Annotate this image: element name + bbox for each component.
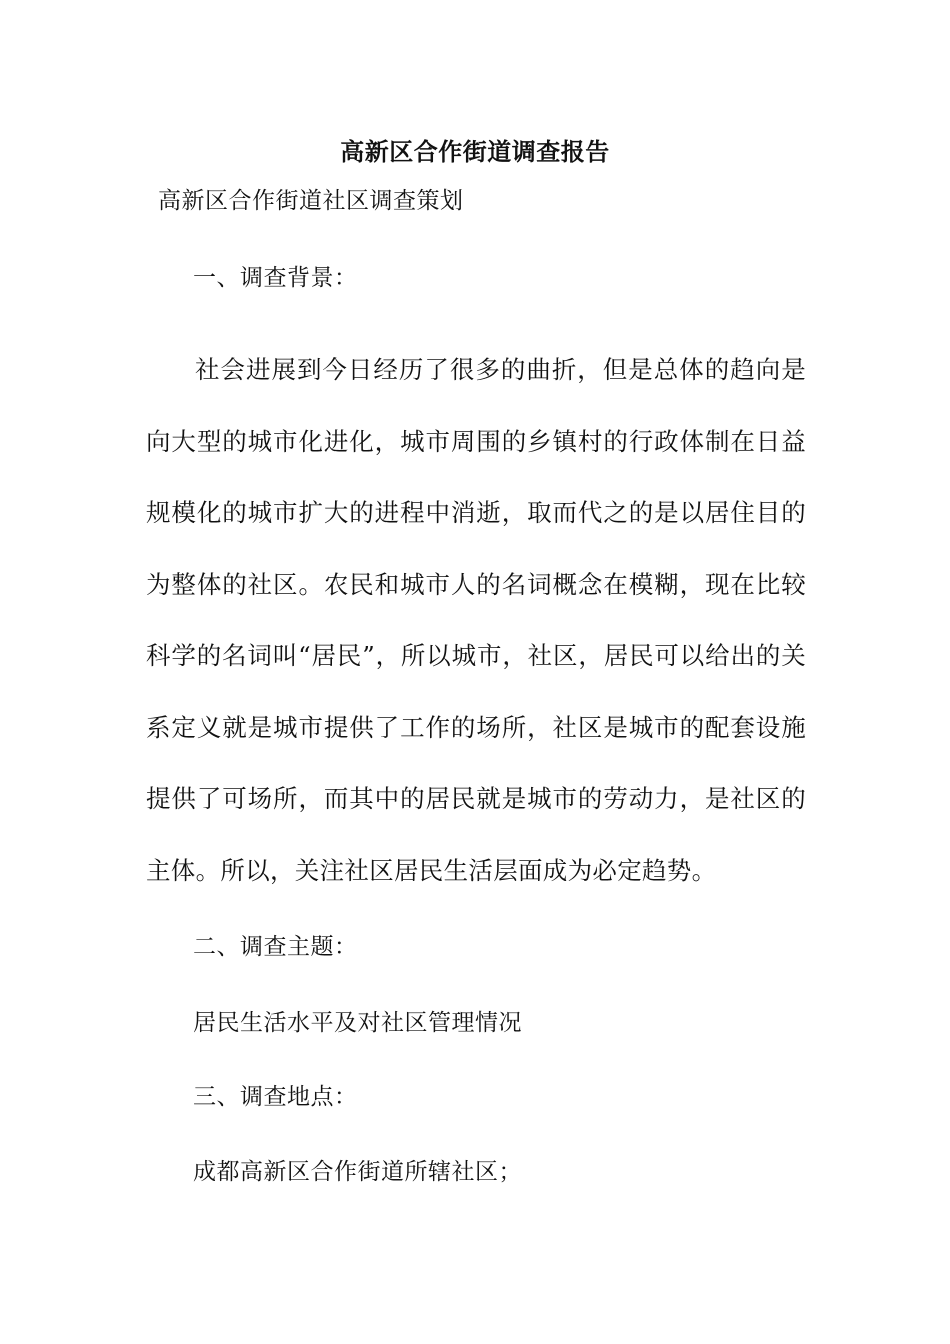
document-title: 高新区合作街道调查报告 xyxy=(340,137,610,166)
section-body-theme: 居民生活水平及对社区管理情况 xyxy=(193,1010,522,1036)
section-body-location: 成都高新区合作街道所辖社区； xyxy=(193,1159,522,1185)
section-heading-background: 一、调查背景： xyxy=(193,265,358,291)
section-body-background: 社会进展到今日经历了很多的曲折，但是总体的趋向是向大型的城市化进化，城市周围的乡镇村的行政体制在日益规模化的城市扩大的进程中消逝，取而代之的是以居住目的为整体的社区。农民和城市人的名词概念在模糊，现在比较科学的名词叫“居民”，所以城市，社区，居民可以给出的关系定义就是城市提供了工作的场所，社区是城市的配套设施提供了可场所，而其中的居民就是城市的劳动力，是社区的主体。所以，关注社区居民生活层面成为必定趋势。 xyxy=(146,355,806,885)
section-heading-theme: 二、调查主题： xyxy=(193,934,358,960)
document-subtitle: 高新区合作街道社区调查策划 xyxy=(158,188,464,214)
section-heading-location: 三、调查地点： xyxy=(193,1084,358,1110)
